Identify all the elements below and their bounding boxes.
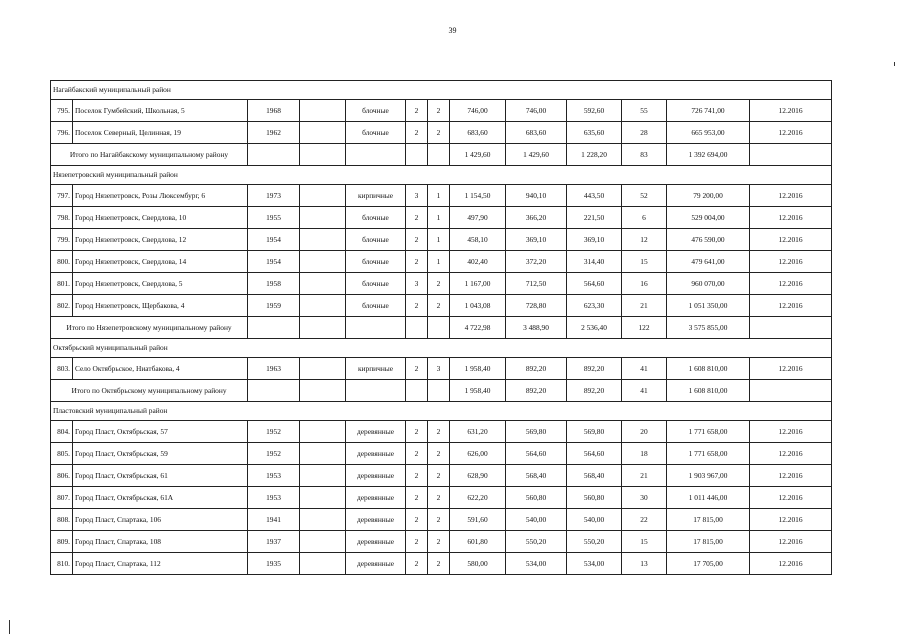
area-total-cell: 746,00: [450, 100, 506, 122]
table-row: [51, 531, 832, 553]
residents-cell: 20: [622, 421, 667, 443]
row-number: 804.: [51, 421, 73, 443]
total-cost: 3 575 855,00: [667, 317, 750, 339]
deadline-cell: 12.2016: [750, 273, 832, 295]
table-row: [51, 509, 832, 531]
empty-cell: [406, 317, 428, 339]
area-2-cell: 564,60: [567, 443, 622, 465]
row-number: 807.: [51, 487, 73, 509]
deadline-cell: 12.2016: [750, 509, 832, 531]
floors-cell: 3: [406, 273, 428, 295]
row-number: 802.: [51, 295, 73, 317]
empty-cell: [750, 317, 832, 339]
deadline-cell: 12.2016: [750, 295, 832, 317]
residents-cell: 52: [622, 185, 667, 207]
year-cell: 1973: [248, 185, 300, 207]
residents-cell: 28: [622, 122, 667, 144]
table-row: [51, 251, 832, 273]
empty-cell: [300, 358, 346, 380]
area-2-cell: 314,40: [567, 251, 622, 273]
total-area-2: 892,20: [567, 380, 622, 402]
area-2-cell: 560,80: [567, 487, 622, 509]
entrances-cell: 2: [428, 531, 450, 553]
total-area-2: 1 228,20: [567, 144, 622, 166]
area-total-cell: 1 958,40: [450, 358, 506, 380]
row-number: 799.: [51, 229, 73, 251]
area-living-cell: 369,10: [506, 229, 567, 251]
address-cell: Город Нязепетровск, Свердлова, 10: [73, 207, 248, 229]
entrances-cell: 2: [428, 465, 450, 487]
table-row: [51, 229, 832, 251]
floors-cell: 2: [406, 122, 428, 144]
floors-cell: 2: [406, 251, 428, 273]
area-total-cell: 631,20: [450, 421, 506, 443]
address-cell: Город Нязепетровск, Свердлова, 5: [73, 273, 248, 295]
total-residents: 122: [622, 317, 667, 339]
cost-cell: 17 815,00: [667, 509, 750, 531]
entrances-cell: 1: [428, 207, 450, 229]
scan-mark: [9, 620, 10, 634]
floors-cell: 2: [406, 421, 428, 443]
district-total-row: [51, 144, 832, 166]
table-row: [51, 421, 832, 443]
deadline-cell: 12.2016: [750, 358, 832, 380]
deadline-cell: 12.2016: [750, 553, 832, 575]
empty-cell: [300, 443, 346, 465]
entrances-cell: 2: [428, 487, 450, 509]
area-2-cell: 569,80: [567, 421, 622, 443]
cost-cell: 476 590,00: [667, 229, 750, 251]
material-cell: деревянные: [346, 465, 406, 487]
year-cell: 1968: [248, 100, 300, 122]
area-living-cell: 550,20: [506, 531, 567, 553]
address-cell: Город Пласт, Октябрьская, 61А: [73, 487, 248, 509]
entrances-cell: 2: [428, 443, 450, 465]
area-living-cell: 683,60: [506, 122, 567, 144]
address-cell: Город Пласт, Спартака, 112: [73, 553, 248, 575]
row-number: 797.: [51, 185, 73, 207]
entrances-cell: 2: [428, 273, 450, 295]
total-cost: 1 392 694,00: [667, 144, 750, 166]
year-cell: 1955: [248, 207, 300, 229]
entrances-cell: 2: [428, 122, 450, 144]
total-area-living: 3 488,90: [506, 317, 567, 339]
empty-cell: [300, 251, 346, 273]
empty-cell: [346, 144, 406, 166]
cost-cell: 1 903 967,00: [667, 465, 750, 487]
cost-cell: 726 741,00: [667, 100, 750, 122]
empty-cell: [428, 144, 450, 166]
area-living-cell: 712,50: [506, 273, 567, 295]
table-row: [51, 553, 832, 575]
empty-cell: [428, 380, 450, 402]
area-total-cell: 628,90: [450, 465, 506, 487]
entrances-cell: 1: [428, 185, 450, 207]
area-total-cell: 601,80: [450, 531, 506, 553]
row-number: 803.: [51, 358, 73, 380]
empty-cell: [346, 380, 406, 402]
district-name: Пластовский муниципальный район: [51, 402, 832, 421]
year-cell: 1952: [248, 443, 300, 465]
area-total-cell: 1 154,50: [450, 185, 506, 207]
empty-cell: [300, 380, 346, 402]
residents-cell: 13: [622, 553, 667, 575]
empty-cell: [300, 207, 346, 229]
cost-cell: 960 070,00: [667, 273, 750, 295]
address-cell: Город Пласт, Спартака, 106: [73, 509, 248, 531]
row-number: 798.: [51, 207, 73, 229]
area-total-cell: 591,60: [450, 509, 506, 531]
table-row: [51, 207, 832, 229]
total-cost: 1 608 810,00: [667, 380, 750, 402]
empty-cell: [300, 317, 346, 339]
area-living-cell: 560,80: [506, 487, 567, 509]
total-label: Итого по Нагайбакскому муниципальному району: [51, 144, 248, 166]
area-living-cell: 569,80: [506, 421, 567, 443]
empty-cell: [428, 317, 450, 339]
housing-register-table: [50, 80, 832, 575]
address-cell: Город Пласт, Октябрьская, 61: [73, 465, 248, 487]
address-cell: Город Нязепетровск, Свердлова, 14: [73, 251, 248, 273]
district-total-row: [51, 317, 832, 339]
empty-cell: [406, 380, 428, 402]
entrances-cell: 2: [428, 295, 450, 317]
district-header-row: [51, 402, 832, 421]
address-cell: Поселок Гумбейский, Школьная, 5: [73, 100, 248, 122]
residents-cell: 6: [622, 207, 667, 229]
material-cell: кирпичные: [346, 358, 406, 380]
scan-mark: [894, 62, 895, 66]
table-row: [51, 487, 832, 509]
residents-cell: 12: [622, 229, 667, 251]
row-number: 806.: [51, 465, 73, 487]
area-2-cell: 568,40: [567, 465, 622, 487]
total-area-living: 892,20: [506, 380, 567, 402]
area-total-cell: 622,20: [450, 487, 506, 509]
cost-cell: 529 004,00: [667, 207, 750, 229]
cost-cell: 665 953,00: [667, 122, 750, 144]
empty-cell: [300, 122, 346, 144]
cost-cell: 1 771 658,00: [667, 421, 750, 443]
row-number: 796.: [51, 122, 73, 144]
table-row: [51, 358, 832, 380]
cost-cell: 1 051 350,00: [667, 295, 750, 317]
material-cell: блочные: [346, 122, 406, 144]
table-row: [51, 122, 832, 144]
empty-cell: [300, 465, 346, 487]
area-2-cell: 592,60: [567, 100, 622, 122]
empty-cell: [300, 553, 346, 575]
floors-cell: 2: [406, 553, 428, 575]
year-cell: 1962: [248, 122, 300, 144]
residents-cell: 22: [622, 509, 667, 531]
year-cell: 1935: [248, 553, 300, 575]
table-row: [51, 465, 832, 487]
residents-cell: 55: [622, 100, 667, 122]
row-number: 805.: [51, 443, 73, 465]
area-total-cell: 626,00: [450, 443, 506, 465]
year-cell: 1954: [248, 251, 300, 273]
cost-cell: 479 641,00: [667, 251, 750, 273]
table-row: [51, 100, 832, 122]
year-cell: 1953: [248, 465, 300, 487]
address-cell: Город Нязепетровск, Розы Люксембург, 6: [73, 185, 248, 207]
district-header-row: [51, 166, 832, 185]
material-cell: деревянные: [346, 509, 406, 531]
floors-cell: 2: [406, 100, 428, 122]
total-area-2: 2 536,40: [567, 317, 622, 339]
floors-cell: 3: [406, 185, 428, 207]
empty-cell: [406, 144, 428, 166]
empty-cell: [300, 531, 346, 553]
material-cell: деревянные: [346, 531, 406, 553]
area-2-cell: 892,20: [567, 358, 622, 380]
empty-cell: [300, 273, 346, 295]
residents-cell: 16: [622, 273, 667, 295]
floors-cell: 2: [406, 531, 428, 553]
area-2-cell: 540,00: [567, 509, 622, 531]
area-living-cell: 940,10: [506, 185, 567, 207]
area-living-cell: 540,00: [506, 509, 567, 531]
material-cell: блочные: [346, 207, 406, 229]
floors-cell: 2: [406, 465, 428, 487]
total-label: Итого по Нязепетровскому муниципальному району: [51, 317, 248, 339]
area-total-cell: 580,00: [450, 553, 506, 575]
empty-cell: [248, 144, 300, 166]
empty-cell: [750, 380, 832, 402]
residents-cell: 15: [622, 251, 667, 273]
material-cell: деревянные: [346, 553, 406, 575]
material-cell: деревянные: [346, 421, 406, 443]
cost-cell: 17 705,00: [667, 553, 750, 575]
residents-cell: 15: [622, 531, 667, 553]
table-row: [51, 273, 832, 295]
empty-cell: [300, 509, 346, 531]
empty-cell: [300, 487, 346, 509]
empty-cell: [300, 421, 346, 443]
deadline-cell: 12.2016: [750, 421, 832, 443]
residents-cell: 21: [622, 465, 667, 487]
year-cell: 1963: [248, 358, 300, 380]
empty-cell: [248, 380, 300, 402]
deadline-cell: 12.2016: [750, 443, 832, 465]
area-total-cell: 402,40: [450, 251, 506, 273]
entrances-cell: 3: [428, 358, 450, 380]
empty-cell: [346, 317, 406, 339]
area-total-cell: 1 167,00: [450, 273, 506, 295]
area-2-cell: 443,50: [567, 185, 622, 207]
floors-cell: 2: [406, 207, 428, 229]
table-row: [51, 185, 832, 207]
page-number: 39: [448, 26, 457, 35]
material-cell: блочные: [346, 295, 406, 317]
empty-cell: [300, 144, 346, 166]
area-living-cell: 564,60: [506, 443, 567, 465]
area-living-cell: 534,00: [506, 553, 567, 575]
year-cell: 1959: [248, 295, 300, 317]
deadline-cell: 12.2016: [750, 465, 832, 487]
address-cell: Город Пласт, Спартака, 108: [73, 531, 248, 553]
residents-cell: 18: [622, 443, 667, 465]
area-2-cell: 369,10: [567, 229, 622, 251]
address-cell: Поселок Северный, Целинная, 19: [73, 122, 248, 144]
total-area-living: 1 429,60: [506, 144, 567, 166]
year-cell: 1954: [248, 229, 300, 251]
residents-cell: 41: [622, 358, 667, 380]
area-total-cell: 1 043,08: [450, 295, 506, 317]
empty-cell: [300, 229, 346, 251]
entrances-cell: 1: [428, 251, 450, 273]
floors-cell: 2: [406, 229, 428, 251]
area-2-cell: 534,00: [567, 553, 622, 575]
district-total-row: [51, 380, 832, 402]
floors-cell: 2: [406, 358, 428, 380]
area-living-cell: 892,20: [506, 358, 567, 380]
district-name: Нязепетровский муниципальный район: [51, 166, 832, 185]
cost-cell: 1 771 658,00: [667, 443, 750, 465]
area-living-cell: 366,20: [506, 207, 567, 229]
cost-cell: 1 011 446,00: [667, 487, 750, 509]
cost-cell: 79 200,00: [667, 185, 750, 207]
material-cell: деревянные: [346, 443, 406, 465]
district-name: Нагайбакский муниципальный район: [51, 81, 832, 100]
total-residents: 83: [622, 144, 667, 166]
address-cell: Село Октябрьское, Ниатбакова, 4: [73, 358, 248, 380]
entrances-cell: 2: [428, 421, 450, 443]
row-number: 810.: [51, 553, 73, 575]
table-body: [51, 81, 832, 575]
empty-cell: [300, 100, 346, 122]
area-2-cell: 221,50: [567, 207, 622, 229]
row-number: 801.: [51, 273, 73, 295]
deadline-cell: 12.2016: [750, 100, 832, 122]
entrances-cell: 2: [428, 100, 450, 122]
year-cell: 1952: [248, 421, 300, 443]
cost-cell: 1 608 810,00: [667, 358, 750, 380]
area-living-cell: 728,80: [506, 295, 567, 317]
empty-cell: [248, 317, 300, 339]
area-2-cell: 623,30: [567, 295, 622, 317]
row-number: 795.: [51, 100, 73, 122]
year-cell: 1937: [248, 531, 300, 553]
deadline-cell: 12.2016: [750, 251, 832, 273]
entrances-cell: 2: [428, 553, 450, 575]
material-cell: деревянные: [346, 487, 406, 509]
table-row: [51, 295, 832, 317]
area-living-cell: 568,40: [506, 465, 567, 487]
area-2-cell: 550,20: [567, 531, 622, 553]
year-cell: 1941: [248, 509, 300, 531]
material-cell: кирпичные: [346, 185, 406, 207]
district-name: Октябрьский муниципальный район: [51, 339, 832, 358]
total-area-total: 1 958,40: [450, 380, 506, 402]
deadline-cell: 12.2016: [750, 122, 832, 144]
area-living-cell: 746,00: [506, 100, 567, 122]
row-number: 800.: [51, 251, 73, 273]
floors-cell: 2: [406, 509, 428, 531]
year-cell: 1953: [248, 487, 300, 509]
residents-cell: 21: [622, 295, 667, 317]
empty-cell: [300, 295, 346, 317]
area-total-cell: 683,60: [450, 122, 506, 144]
area-2-cell: 635,60: [567, 122, 622, 144]
district-header-row: [51, 81, 832, 100]
address-cell: Город Нязепетровск, Свердлова, 12: [73, 229, 248, 251]
area-living-cell: 372,20: [506, 251, 567, 273]
entrances-cell: 1: [428, 229, 450, 251]
district-header-row: [51, 339, 832, 358]
total-label: Итого по Октябрьскому муниципальному району: [51, 380, 248, 402]
deadline-cell: 12.2016: [750, 185, 832, 207]
floors-cell: 2: [406, 295, 428, 317]
floors-cell: 2: [406, 487, 428, 509]
area-total-cell: 497,90: [450, 207, 506, 229]
cost-cell: 17 815,00: [667, 531, 750, 553]
total-area-total: 1 429,60: [450, 144, 506, 166]
deadline-cell: 12.2016: [750, 487, 832, 509]
address-cell: Город Пласт, Октябрьская, 59: [73, 443, 248, 465]
material-cell: блочные: [346, 251, 406, 273]
deadline-cell: 12.2016: [750, 207, 832, 229]
table-row: [51, 443, 832, 465]
floors-cell: 2: [406, 443, 428, 465]
entrances-cell: 2: [428, 509, 450, 531]
address-cell: Город Нязепетровск, Щербакова, 4: [73, 295, 248, 317]
residents-cell: 30: [622, 487, 667, 509]
year-cell: 1958: [248, 273, 300, 295]
total-residents: 41: [622, 380, 667, 402]
address-cell: Город Пласт, Октябрьская, 57: [73, 421, 248, 443]
area-total-cell: 458,10: [450, 229, 506, 251]
material-cell: блочные: [346, 273, 406, 295]
material-cell: блочные: [346, 100, 406, 122]
row-number: 808.: [51, 509, 73, 531]
deadline-cell: 12.2016: [750, 229, 832, 251]
row-number: 809.: [51, 531, 73, 553]
empty-cell: [300, 185, 346, 207]
empty-cell: [750, 144, 832, 166]
total-area-total: 4 722,98: [450, 317, 506, 339]
area-2-cell: 564,60: [567, 273, 622, 295]
material-cell: блочные: [346, 229, 406, 251]
deadline-cell: 12.2016: [750, 531, 832, 553]
